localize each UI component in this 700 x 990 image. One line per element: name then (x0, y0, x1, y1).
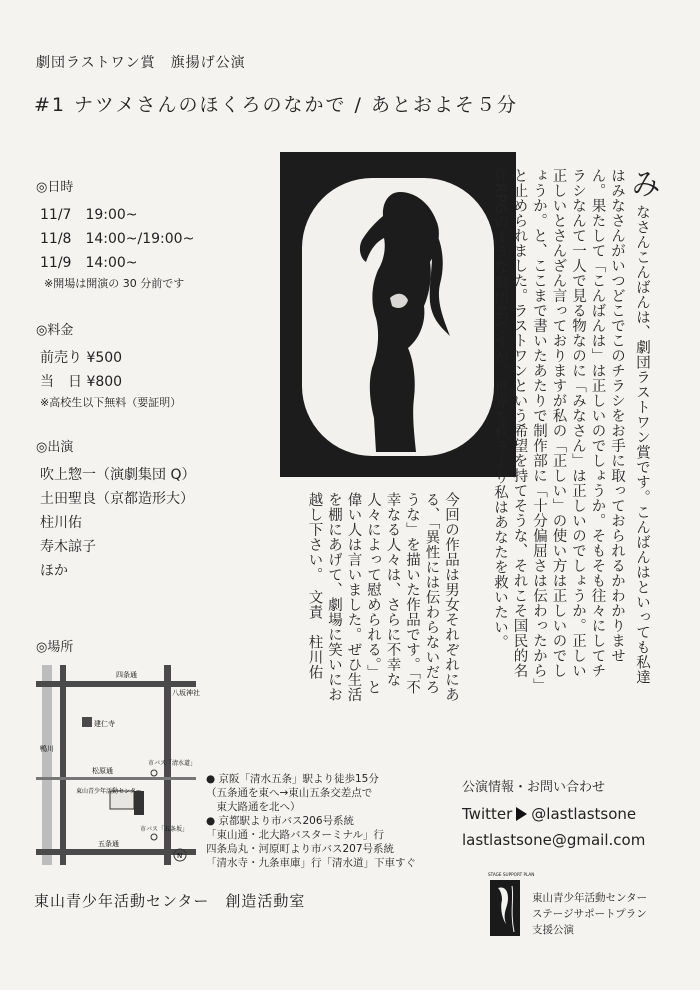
access-line: 東大路通を北へ） (206, 801, 301, 813)
access-line: ● 京都駅より市バス206号系統 (206, 815, 355, 827)
contact-section (462, 776, 645, 849)
support-line1: 東山青少年活動センター (532, 892, 648, 904)
map-shijo: 四条通 (116, 671, 137, 679)
stage-support-logo (486, 868, 535, 938)
map-shrine: 八坂神社 (172, 689, 200, 697)
venue-map (36, 665, 200, 865)
schedule-item: 11/8 14:00~/19:00~ (40, 231, 195, 247)
email-link[interactable]: lastlastsone@gmail.com (462, 831, 646, 849)
access-info (206, 772, 416, 870)
access-line: 「清水寺・九条車庫」行「清水道」下車すぐ (206, 857, 416, 869)
price-note: ※高校生以下無料（要証明） (40, 396, 182, 409)
map-compass: N (177, 852, 183, 860)
message-initial: み (625, 168, 660, 199)
cast-member: 柱川佑 (40, 515, 82, 531)
cast-heading: ◎出演 (36, 440, 74, 455)
map-matsubara: 松原通 (92, 767, 113, 775)
twitter-label: Twitter (462, 805, 513, 823)
schedule-section (36, 176, 194, 291)
access-line: （五条通を東へ→東山五条交差点で (206, 787, 373, 799)
support-line2: ステージサポートプラン (532, 908, 647, 920)
map-bus-stop1: 市バス「清水道」 (148, 760, 197, 767)
schedule-heading: ◎日時 (36, 180, 74, 195)
twitter-link[interactable] (462, 805, 645, 823)
schedule-item: 11/7 19:00~ (40, 207, 138, 223)
map-temple: 建仁寺 (94, 720, 115, 728)
play-arrow-icon (516, 807, 527, 821)
map-river: 鴨川 (40, 745, 54, 753)
access-line: 四条烏丸・河原町より市バス207号系統 (206, 843, 395, 855)
cast-member: 土田聖良（京都造形大） (40, 491, 194, 507)
logo-text: STAGE SUPPORT PLAN (488, 872, 535, 877)
troupe-name: 劇団ラストワン賞 旗揚げ公演 (36, 55, 246, 71)
twitter-handle: @lastlastsone (531, 805, 637, 823)
access-line: 「東山通・北大路バスターミナル」行 (206, 829, 384, 841)
cast-member: ほか (40, 563, 68, 579)
schedule-item: 11/9 14:00~ (40, 255, 138, 271)
venue-name: 東山青少年活動センター 創造活動室 (34, 892, 306, 910)
cast-section (36, 436, 195, 583)
message-bottom: 今回の作品は男女それぞれにある、「異性には伝わらないだろうな」を描いた作品です。「不幸なる人々は、さらに不幸な人々によって慰められる。」と偉い人は言いました。ぜひ生活を棚にあげて、劇場に笑いにお越し下さい。 文責 柱川佑 (306, 492, 459, 702)
support-plan (486, 868, 666, 948)
access-line: ● 京阪「清水五条」駅より徒歩15分 (206, 773, 379, 785)
support-text (532, 890, 647, 938)
support-line3: 支援公演 (532, 924, 574, 936)
cast-member: 吹上惣一（演劇集団 Q） (40, 467, 196, 483)
price-section (36, 319, 181, 410)
map-center: 東山青少年活動センター (76, 788, 142, 795)
price-item: 前売り ¥500 (40, 350, 123, 366)
map-bus-stop2: 市バス「五条坂」 (140, 826, 189, 833)
place-heading: ◎場所 (36, 640, 74, 655)
schedule-note: ※開場は開演の 30 分前です (44, 277, 185, 290)
map-gojo: 五条通 (98, 840, 119, 848)
price-item: 当 日 ¥800 (40, 374, 123, 390)
cast-member: 寿木諒子 (40, 539, 96, 555)
message-top-text: なさんこんばんは、劇団ラストワン賞です。こんばんはといっても私達はみなさんがいつどこでこのチラシをお手に取っておられるかわかりません。果たして「こんばんは」は正しいのでしょうか。そもそも往々にしてチラシなんて一人で見る物なのに「みなさん」は正しいのでしょうか。正しい正しいとさんざん言っておりますが私の「正しい」の使い方は正しいのでしょうか。と、ここまで書いたあたりで制作部に「十分偏屈さは伝わったから」と止められました。ラストワンという希望を持てそうな、それこそ国民的名作RPGのような劇団名ですが、世界を救うより私はあなたを救いたい。 (492, 168, 650, 686)
price-heading: ◎料金 (36, 323, 74, 338)
play-title: #1 ナツメさんのほくろのなかで / あとおよそ５分 (34, 94, 518, 116)
contact-heading: 公演情報・お問い合わせ (462, 780, 606, 795)
